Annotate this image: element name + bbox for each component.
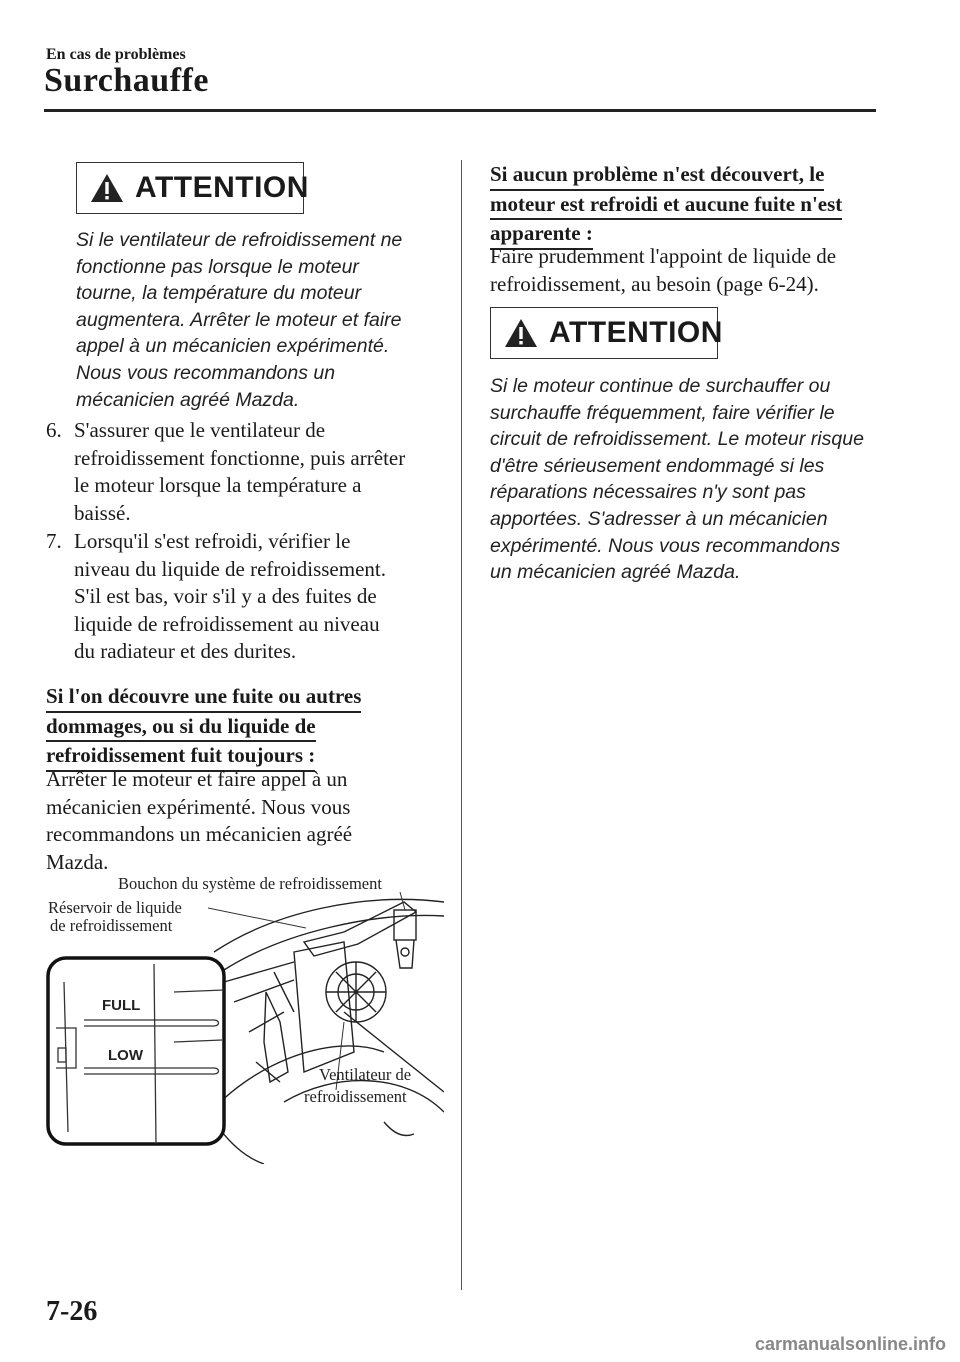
attention-box-left xyxy=(76,162,309,214)
reservoir-label-2: de refroidissement xyxy=(50,916,173,935)
text-line: baissé. xyxy=(74,500,131,525)
low-mark: LOW xyxy=(108,1047,143,1064)
heading-line: refroidissement fuit toujours : xyxy=(46,742,315,772)
text-line: Faire prudemment l'appoint de liquide de xyxy=(490,244,837,268)
text-line: surchauffe fréquemment, faire vérifier le xyxy=(490,401,835,424)
text-line: un mécanicien agréé Mazda. xyxy=(490,561,741,584)
no-problem-heading xyxy=(490,161,890,250)
step-number: 6. xyxy=(46,418,62,442)
text-line: Si le moteur continue de surchauffer ou xyxy=(490,375,831,397)
text-line: apportées. S'adresser à un mécanicien xyxy=(490,507,828,530)
section-label: En cas de problèmes xyxy=(46,46,186,63)
leak-body xyxy=(46,766,446,876)
text-line: circuit de refroidissement. Le moteur risque xyxy=(490,428,864,451)
text-line: fonctionne pas lorsque le moteur xyxy=(76,255,359,278)
text-line: Nous vous recommandons un xyxy=(76,361,336,384)
full-mark: FULL xyxy=(102,997,141,1014)
text-line: S'il est bas, voir s'il y a des fuites de xyxy=(74,584,377,609)
text-line: Lorsqu'il s'est refroidi, vérifier le xyxy=(74,529,351,553)
text-line: S'assurer que le ventilateur de xyxy=(74,418,326,442)
text-line: tourne, la température du moteur xyxy=(76,282,362,305)
watermark: carmanualsonline.info xyxy=(754,1334,946,1354)
step-number: 7. xyxy=(46,529,62,553)
fan-label-2: refroidissement xyxy=(304,1087,407,1106)
heading-line: dommages, ou si du liquide de xyxy=(46,713,316,743)
text-line: Arrêter le moteur et faire appel à un xyxy=(46,767,348,791)
attention-label: ATTENTION xyxy=(135,171,309,204)
coolant-figure xyxy=(44,872,444,1164)
text-line: du radiateur et des durites. xyxy=(74,639,297,664)
column-divider xyxy=(461,160,462,1290)
attention-label: ATTENTION xyxy=(549,316,723,349)
heading-line: Si l'on découvre une fuite ou autres xyxy=(46,683,361,713)
text-line: Si le ventilateur de refroidissement ne xyxy=(76,229,403,251)
text-line: réparations nécessaires n'y sont pas xyxy=(490,481,806,504)
warning-icon xyxy=(89,172,125,204)
text-line: appel à un mécanicien expérimenté. xyxy=(76,335,390,358)
text-line: refroidissement, au besoin (page 6-24). xyxy=(490,271,819,296)
cap-label: Bouchon du système de refroidissement xyxy=(118,874,382,893)
attention-text-right xyxy=(490,373,890,586)
leak-heading xyxy=(46,683,446,772)
heading-line: moteur est refroidi et aucune fuite n'est xyxy=(490,191,842,221)
text-line: refroidissement fonctionne, puis arrêter xyxy=(74,445,406,470)
text-line: recommandons un mécanicien agréé xyxy=(46,822,353,847)
text-line: expérimenté. Nous vous recommandons xyxy=(490,534,841,557)
fan-label-1: Ventilateur de xyxy=(319,1065,412,1084)
reservoir-label-1: Réservoir de liquide xyxy=(48,898,182,917)
text-line: niveau du liquide de refroidissement. xyxy=(74,556,386,581)
text-line: d'être sérieusement endommagé si les xyxy=(490,454,825,477)
attention-text-left xyxy=(76,227,446,413)
text-line: le moteur lorsque la température a xyxy=(74,473,362,498)
text-line: augmentera. Arrêter le moteur et faire xyxy=(76,308,402,331)
page-title: Surchauffe xyxy=(44,62,209,99)
attention-box-right xyxy=(490,307,723,359)
heading-line: Si aucun problème n'est découvert, le xyxy=(490,161,824,191)
text-line: mécanicien agréé Mazda. xyxy=(76,388,300,411)
warning-icon xyxy=(503,317,539,349)
heading-line: apparente : xyxy=(490,220,593,250)
text-line: mécanicien expérimenté. Nous vous xyxy=(46,794,351,819)
no-problem-body xyxy=(490,243,890,298)
page-number: 7-26 xyxy=(46,1296,98,1327)
text-line: Mazda. xyxy=(46,849,109,874)
text-line: liquide de refroidissement au niveau xyxy=(74,611,380,636)
header-rule xyxy=(44,109,876,112)
